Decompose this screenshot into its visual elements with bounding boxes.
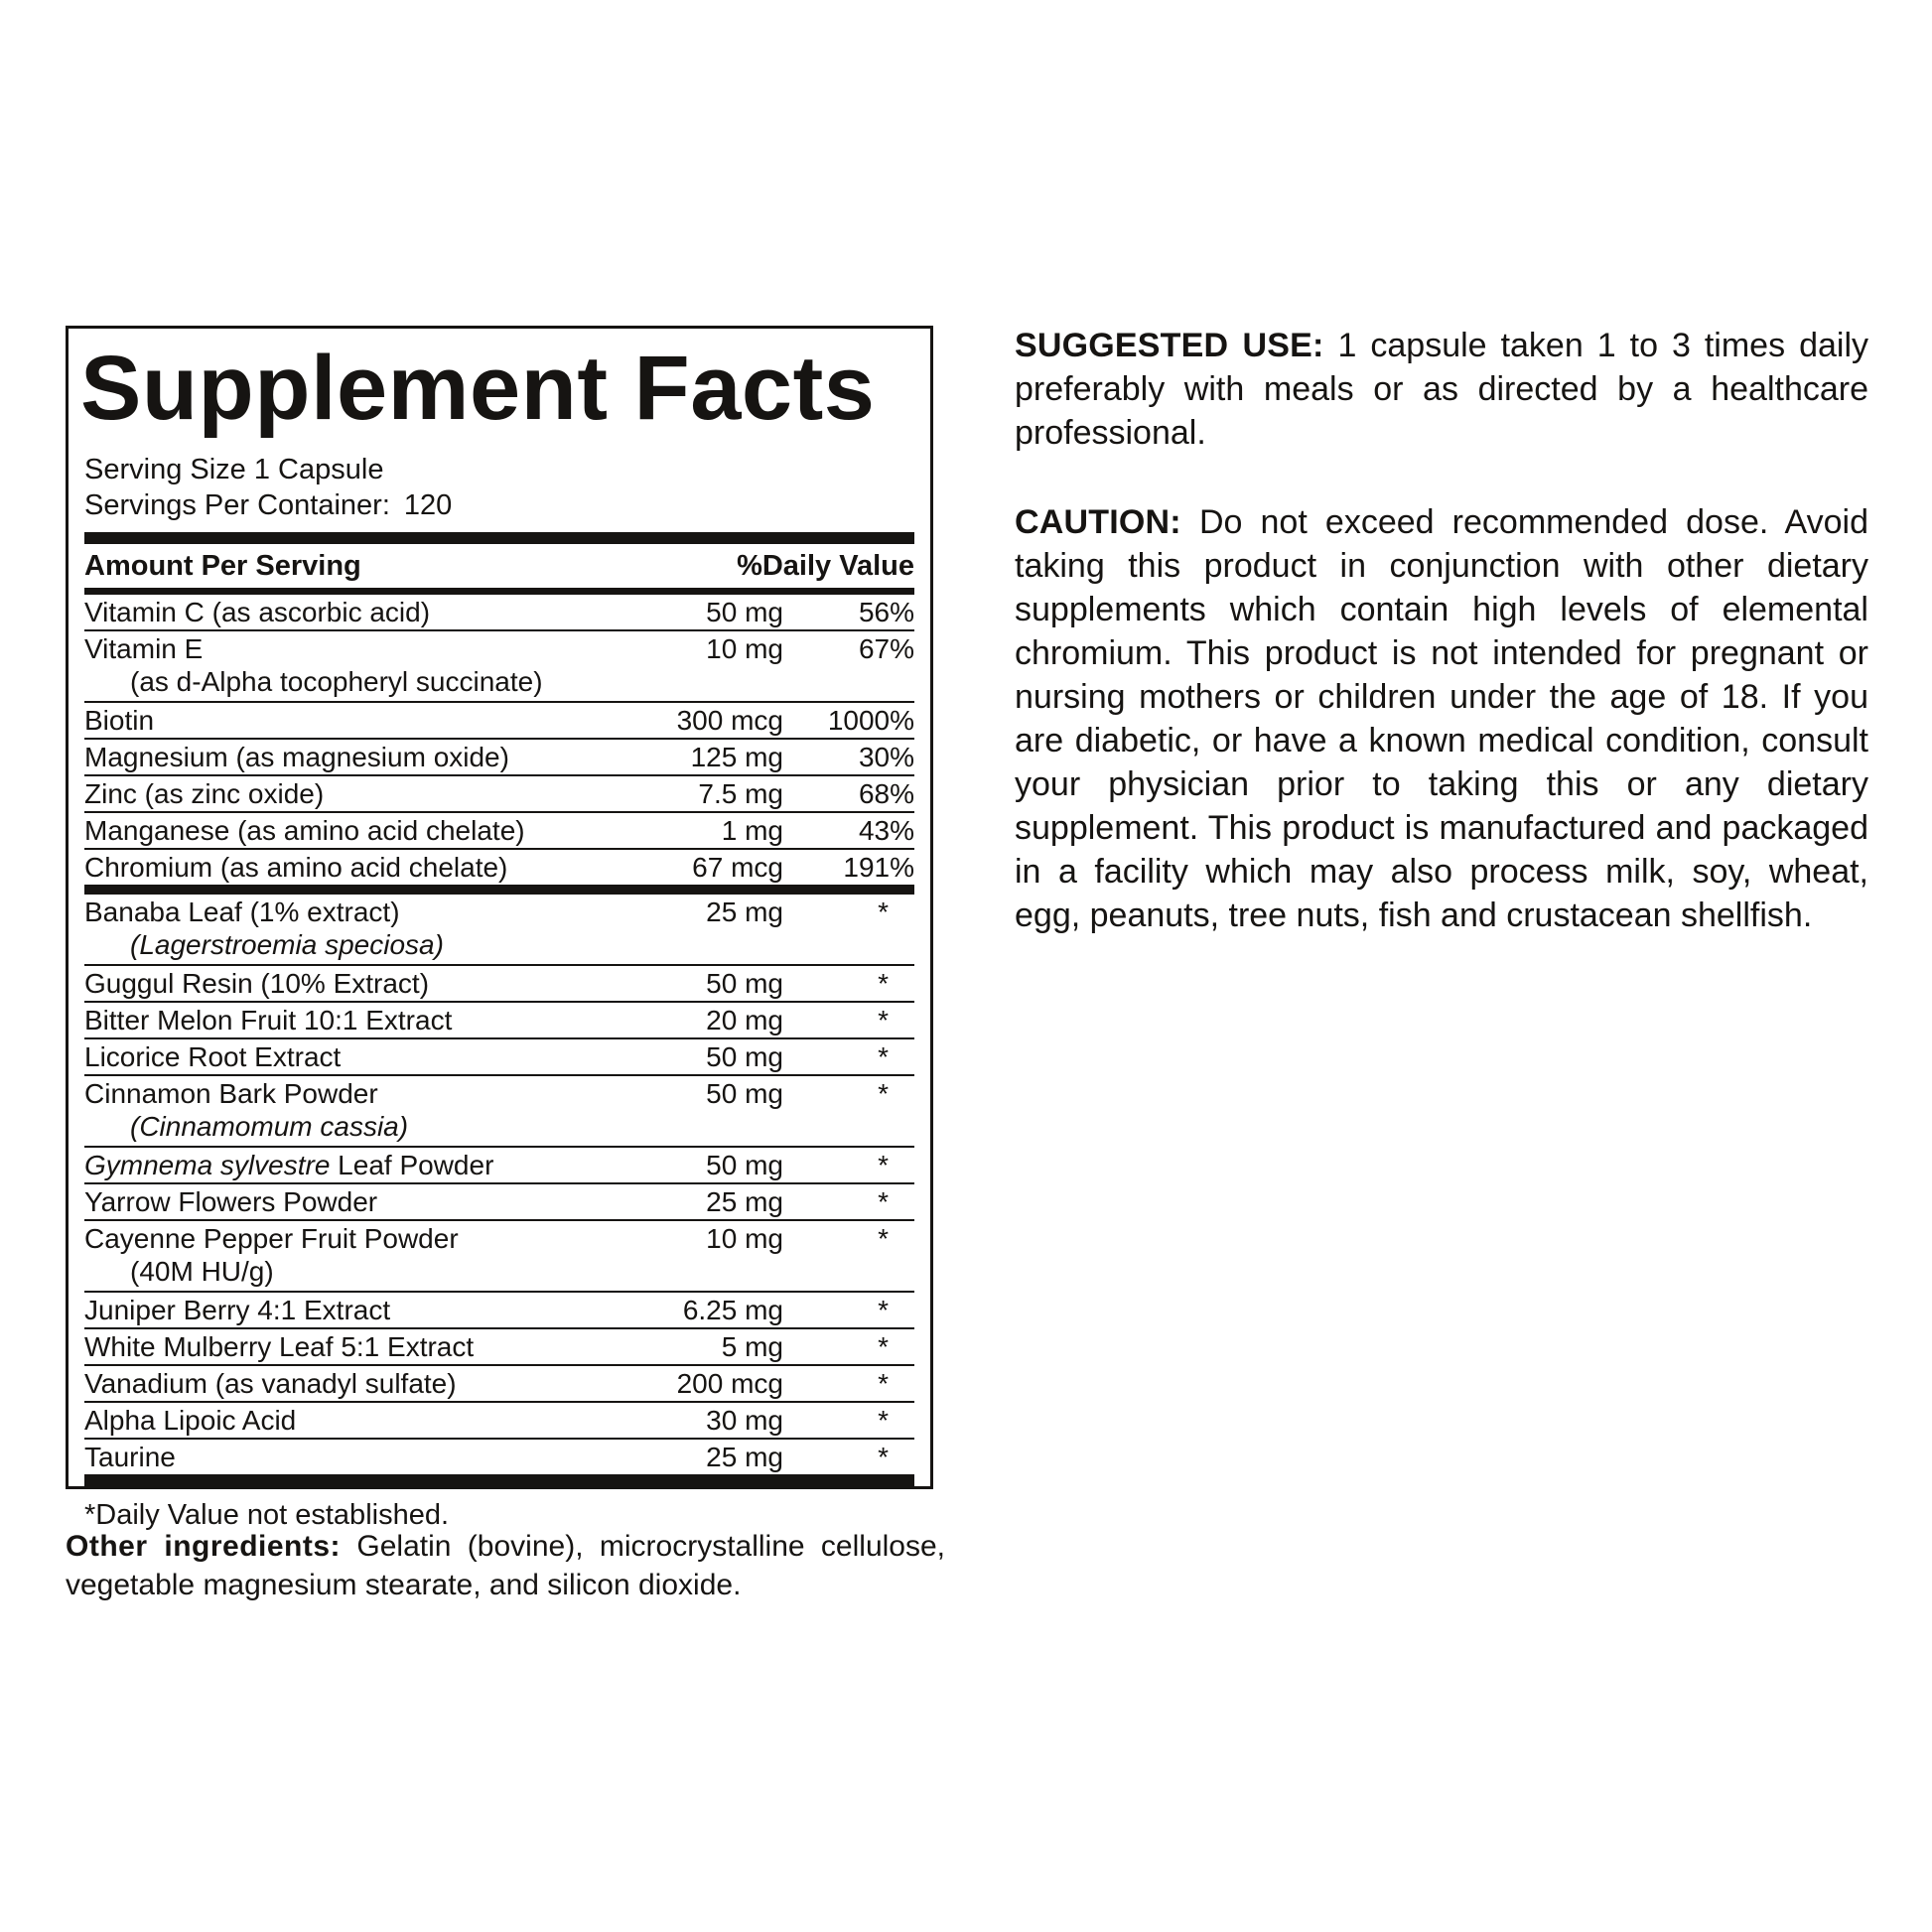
ingredient-row-main-line xyxy=(84,1366,914,1401)
ingredient-amount: 25 mg xyxy=(706,896,783,927)
caution-text: Do not exceed recommended dose. Avoid taking this product in conjunction with other dietary supplements which contain high levels of elemental chromium. This product is not intended for pregnant or nursing mothers or children under the age of 18. If you are diabetic, or have a known medical condition, consult your physician prior to taking this or any dietary supplement. This product is manufactured and packaged in a facility which may also process milk, soy, wheat, egg, peanuts, tree nuts, fish and crustacean shellfish. xyxy=(1015,503,1868,934)
ingredient-row xyxy=(84,813,914,850)
ingredient-name-text: White Mulberry Leaf 5:1 Extract xyxy=(84,1330,475,1362)
ingredient-row xyxy=(84,595,914,631)
ingredient-amount: 20 mg xyxy=(706,1004,783,1035)
ingredient-daily-value: * xyxy=(878,1040,889,1072)
ingredient-row-main-line xyxy=(84,895,914,929)
ingredient-name-text: Banaba Leaf (1% extract) xyxy=(84,896,400,927)
ingredient-name-text: Chromium (as amino acid chelate) xyxy=(84,851,508,883)
ingredient-name xyxy=(84,1405,615,1437)
ingredient-name xyxy=(84,1150,615,1181)
ingredient-daily-value: * xyxy=(878,1004,889,1035)
ingredient-name-text: Magnesium (as magnesium oxide) xyxy=(84,741,509,772)
ingredient-name xyxy=(84,1331,615,1363)
ingredient-name xyxy=(84,815,615,847)
ingredient-name-text: Vitamin E xyxy=(84,632,204,664)
ingredient-amount: 5 mg xyxy=(721,1330,783,1362)
ingredient-daily-value: * xyxy=(878,1149,889,1180)
column-header-amount: Amount Per Serving xyxy=(84,549,361,582)
ingredient-amount: 25 mg xyxy=(706,1185,783,1217)
ingredient-amount: 10 mg xyxy=(706,1222,783,1254)
ingredient-row xyxy=(84,1039,914,1076)
ingredient-name-text: Licorice Root Extract xyxy=(84,1040,342,1072)
ingredient-row xyxy=(84,1329,914,1366)
ingredient-daily-value: * xyxy=(878,1367,889,1399)
ingredient-amount: 200 mcg xyxy=(676,1367,783,1399)
ingredient-name-italic-part: Gymnema sylvestre xyxy=(84,1149,331,1180)
ingredient-name-text: Cayenne Pepper Fruit Powder xyxy=(84,1222,459,1254)
ingredient-name xyxy=(84,1368,615,1400)
ingredient-name xyxy=(84,1078,615,1110)
other-ingredients-label: Other ingredients: xyxy=(66,1530,342,1563)
daily-value-footnote: *Daily Value not established. xyxy=(84,1498,450,1531)
serving-size-line xyxy=(84,452,914,487)
ingredient-row-main-line xyxy=(84,776,914,811)
ingredient-sub-line: (40M HU/g) xyxy=(130,1255,274,1287)
ingredient-row-main-line xyxy=(84,813,914,848)
ingredient-name xyxy=(84,1295,615,1326)
ingredient-row xyxy=(84,740,914,776)
ingredient-row-main-line xyxy=(84,1293,914,1327)
ingredient-amount: 10 mg xyxy=(706,632,783,664)
ingredient-name-text: Manganese (as amino acid chelate) xyxy=(84,814,525,846)
suggested-use-label: SUGGESTED USE: xyxy=(1015,327,1324,364)
ingredient-row xyxy=(84,850,914,895)
ingredient-name xyxy=(84,897,615,928)
ingredient-row-main-line xyxy=(84,1039,914,1074)
ingredient-name-text: Zinc (as zinc oxide) xyxy=(84,777,325,809)
ingredient-row-main-line xyxy=(84,1221,914,1256)
servings-per-container-value: 120 xyxy=(403,488,453,521)
ingredient-name-text: Biotin xyxy=(84,704,155,736)
ingredient-amount: 125 mg xyxy=(690,741,783,772)
ingredient-row xyxy=(84,1221,914,1293)
ingredient-row xyxy=(84,1403,914,1440)
ingredient-amount: 67 mcg xyxy=(692,851,783,883)
ingredient-name xyxy=(84,633,615,665)
other-ingredients-paragraph xyxy=(66,1527,945,1604)
divider-thick-bottom xyxy=(84,1474,914,1488)
usage-and-caution-column xyxy=(1015,324,1868,983)
ingredient-name-text: Cinnamon Bark Powder xyxy=(84,1077,378,1109)
ingredient-row-main-line xyxy=(84,740,914,774)
ingredient-name-text: Vanadium (as vanadyl sulfate) xyxy=(84,1367,457,1399)
ingredient-name xyxy=(84,597,615,628)
ingredient-name xyxy=(84,1223,615,1255)
caution-label: CAUTION: xyxy=(1015,503,1181,541)
divider-medium-header xyxy=(84,588,914,595)
ingredient-amount: 25 mg xyxy=(706,1441,783,1472)
ingredient-row-main-line xyxy=(84,595,914,629)
ingredient-row-main-line xyxy=(84,1003,914,1037)
ingredient-row-main-line xyxy=(84,1403,914,1438)
ingredient-daily-value: * xyxy=(878,1441,889,1472)
ingredient-daily-value: * xyxy=(878,896,889,927)
divider-thick-top xyxy=(84,532,914,544)
ingredient-name xyxy=(84,1041,615,1073)
ingredient-name xyxy=(84,705,615,737)
ingredient-row-main-line xyxy=(84,850,914,885)
ingredient-row-main-line xyxy=(84,1184,914,1219)
ingredient-row xyxy=(84,1293,914,1329)
ingredient-row-main-line xyxy=(84,1440,914,1474)
ingredient-name xyxy=(84,1005,615,1036)
ingredient-amount: 7.5 mg xyxy=(698,777,783,809)
servings-per-container-label: Servings Per Container: xyxy=(84,488,390,521)
servings-per-container-line xyxy=(84,487,914,523)
ingredient-sub-line: (Cinnamomum cassia) xyxy=(130,1110,409,1142)
ingredient-daily-value: * xyxy=(878,1330,889,1362)
ingredient-name xyxy=(84,968,615,1000)
ingredient-row-main-line xyxy=(84,1329,914,1364)
ingredient-daily-value: * xyxy=(878,1185,889,1217)
ingredient-name-text: Juniper Berry 4:1 Extract xyxy=(84,1294,391,1325)
ingredient-row xyxy=(84,1184,914,1221)
ingredient-daily-value: * xyxy=(878,1222,889,1254)
ingredient-daily-value: 68% xyxy=(858,777,914,809)
column-header-daily-value: %Daily Value xyxy=(737,549,914,582)
supplement-facts-panel xyxy=(66,326,933,1531)
ingredient-name-text: Vitamin C (as ascorbic acid) xyxy=(84,596,431,627)
other-ingredients-text: Gelatin (bovine), microcrystalline cellulose, vegetable magnesium stearate, and silicon dioxide. xyxy=(66,1530,945,1601)
ingredient-amount: 50 mg xyxy=(706,1040,783,1072)
ingredient-row xyxy=(84,776,914,813)
ingredient-amount: 1 mg xyxy=(721,814,783,846)
ingredient-name xyxy=(84,1186,615,1218)
ingredient-daily-value: 1000% xyxy=(827,704,914,736)
ingredient-row xyxy=(84,966,914,1003)
ingredient-daily-value: * xyxy=(878,1294,889,1325)
ingredient-row xyxy=(84,1148,914,1184)
ingredient-sub-line: (as d-Alpha tocopheryl succinate) xyxy=(130,665,543,697)
suggested-use-text: 1 capsule taken 1 to 3 times daily preferably with meals or as directed by a healthcare professional. xyxy=(1015,327,1868,452)
ingredient-row xyxy=(84,1076,914,1148)
ingredient-amount: 300 mcg xyxy=(676,704,783,736)
ingredient-row xyxy=(84,1366,914,1403)
ingredient-daily-value: 56% xyxy=(858,596,914,627)
ingredient-row xyxy=(84,703,914,740)
ingredient-daily-value: * xyxy=(878,1077,889,1109)
ingredient-name xyxy=(84,1442,615,1473)
ingredient-row-main-line xyxy=(84,1148,914,1182)
ingredient-row xyxy=(84,895,914,966)
ingredient-daily-value: 30% xyxy=(858,741,914,772)
serving-size-text: Serving Size 1 Capsule xyxy=(84,453,384,485)
ingredient-amount: 50 mg xyxy=(706,1149,783,1180)
ingredient-row-main-line xyxy=(84,1076,914,1111)
ingredient-name-text: Leaf Powder xyxy=(330,1149,494,1180)
ingredient-daily-value: 191% xyxy=(843,851,914,883)
ingredient-name xyxy=(84,742,615,773)
ingredient-name xyxy=(84,778,615,810)
ingredient-daily-value: 43% xyxy=(858,814,914,846)
ingredient-daily-value: * xyxy=(878,1404,889,1436)
ingredient-table xyxy=(84,595,914,1474)
ingredient-row-main-line xyxy=(84,966,914,1001)
ingredient-name-text: Bitter Melon Fruit 10:1 Extract xyxy=(84,1004,453,1035)
suggested-use-paragraph xyxy=(1015,324,1868,455)
ingredient-amount: 6.25 mg xyxy=(682,1294,783,1325)
ingredient-name-text: Guggul Resin (10% Extract) xyxy=(84,967,430,999)
table-header-row xyxy=(84,544,914,588)
ingredient-amount: 50 mg xyxy=(706,596,783,627)
caution-paragraph xyxy=(1015,500,1868,937)
ingredient-amount: 30 mg xyxy=(706,1404,783,1436)
ingredient-row xyxy=(84,631,914,703)
ingredient-name-text: Taurine xyxy=(84,1441,176,1472)
ingredient-name xyxy=(84,852,615,884)
ingredient-amount: 50 mg xyxy=(706,1077,783,1109)
ingredient-amount: 50 mg xyxy=(706,967,783,999)
ingredient-sub-line: (Lagerstroemia speciosa) xyxy=(130,928,444,960)
ingredient-name-text: Yarrow Flowers Powder xyxy=(84,1185,378,1217)
ingredient-daily-value: 67% xyxy=(858,632,914,664)
panel-title: Supplement Facts xyxy=(80,338,876,439)
ingredient-daily-value: * xyxy=(878,967,889,999)
ingredient-name-text: Alpha Lipoic Acid xyxy=(84,1404,297,1436)
ingredient-row-main-line xyxy=(84,703,914,738)
ingredient-row xyxy=(84,1003,914,1039)
ingredient-row-main-line xyxy=(84,631,914,666)
ingredient-row xyxy=(84,1440,914,1474)
